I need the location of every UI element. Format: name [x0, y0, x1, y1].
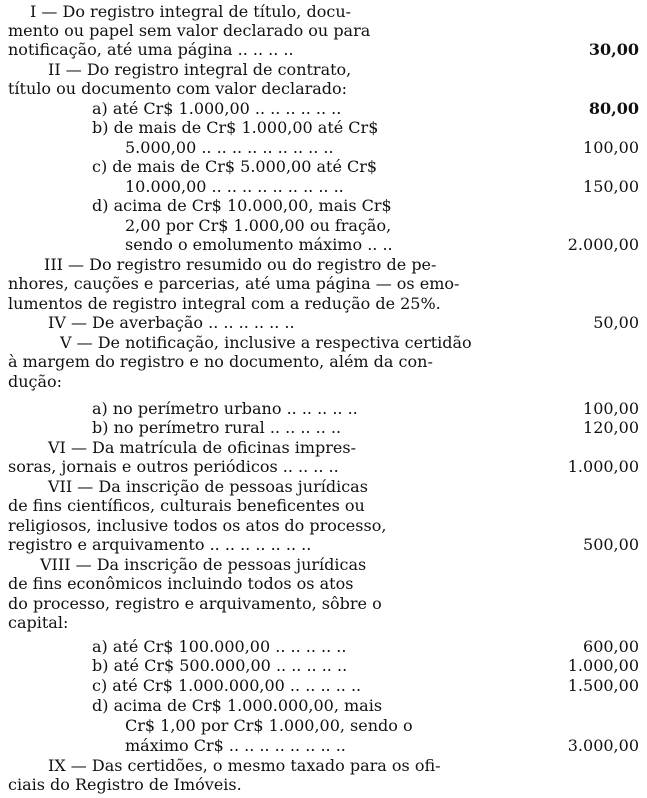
line-text: b) até Cr$ 500.000,00 .. .. .. .. .. [92, 656, 348, 675]
text-line [0, 438, 647, 458]
text-line [0, 418, 647, 438]
line-text: a) até Cr$ 1.000,00 .. .. .. .. .. .. [92, 99, 342, 118]
line-text: ciais do Registro de Imóveis. [8, 775, 242, 794]
fee-value: 600,00 [583, 637, 639, 656]
text-line [0, 676, 647, 696]
line-text: registro e arquivamento .. .. .. .. .. .. .. [8, 535, 312, 554]
line-text: de fins científicos, culturais beneficentes ou [8, 496, 365, 515]
fee-value: 120,00 [583, 418, 639, 437]
line-text: c) até Cr$ 1.000.000,00 .. .. .. .. .. [92, 676, 362, 695]
line-text: capital: [8, 613, 69, 632]
text-line [0, 216, 647, 236]
text-line [0, 477, 647, 497]
line-text: título ou documento com valor declarado: [8, 79, 348, 98]
text-line [0, 555, 647, 575]
text-line [0, 716, 647, 736]
fee-value: 3.000,00 [567, 736, 639, 755]
line-text: 2,00 por Cr$ 1.000,00 ou fração, [125, 216, 392, 235]
text-line [0, 294, 647, 314]
line-text: à margem do registro e no documento, além da con- [8, 352, 433, 371]
text-line [0, 756, 647, 776]
fee-value: 50,00 [593, 313, 639, 332]
line-text: b) no perímetro rural .. .. .. .. .. [92, 418, 342, 437]
line-text: I — Do registro integral de título, docu- [30, 2, 352, 21]
fee-value: 1.000,00 [567, 656, 639, 675]
text-line [0, 637, 647, 657]
fee-value: 30,00 [588, 40, 639, 59]
text-line [0, 118, 647, 138]
text-line [0, 399, 647, 419]
text-line [0, 372, 647, 392]
line-text: IV — De averbação .. .. .. .. .. .. [48, 313, 295, 332]
text-line [0, 352, 647, 372]
line-text: do processo, registro e arquivamento, sôbre o [8, 594, 382, 613]
text-line [0, 60, 647, 80]
line-text: lumentos de registro integral com a redução de 25%. [8, 294, 441, 313]
line-text: máximo Cr$ .. .. .. .. .. .. .. .. [125, 736, 346, 755]
text-line [0, 613, 647, 633]
line-text: sendo o emolumento máximo .. .. [125, 235, 393, 254]
line-text: mento ou papel sem valor declarado ou para [8, 21, 371, 40]
fee-value: 80,00 [588, 99, 639, 118]
text-line [0, 333, 647, 353]
line-text: VI — Da matrícula de oficinas impres- [48, 438, 356, 457]
text-line [0, 496, 647, 516]
fee-value: 100,00 [583, 138, 639, 157]
text-line [0, 138, 647, 158]
text-line [0, 574, 647, 594]
text-line [0, 736, 647, 756]
line-text: de fins econômicos incluindo todos os atos [8, 574, 354, 593]
line-text: c) de mais de Cr$ 5.000,00 até Cr$ [92, 157, 378, 176]
text-line [0, 696, 647, 716]
text-line [0, 274, 647, 294]
line-text: IX — Das certidões, o mesmo taxado para os ofi- [48, 756, 441, 775]
text-line [0, 235, 647, 255]
fee-value: 1.500,00 [567, 676, 639, 695]
line-text: nhores, cauções e parcerias, até uma página — os emo- [8, 274, 460, 293]
line-text: religiosos, inclusive todos os atos do processo, [8, 516, 387, 535]
text-line [0, 2, 647, 22]
line-text: VII — Da inscrição de pessoas jurídicas [48, 477, 368, 496]
text-line [0, 21, 647, 41]
line-text: V — De notificação, inclusive a respectiva certidão [60, 333, 472, 352]
line-text: b) de mais de Cr$ 1.000,00 até Cr$ [92, 118, 379, 137]
line-text: 5.000,00 .. .. .. .. .. .. .. .. .. [125, 138, 334, 157]
text-line [0, 157, 647, 177]
text-line [0, 775, 647, 795]
line-text: dução: [8, 372, 63, 391]
text-line [0, 594, 647, 614]
fee-value: 500,00 [583, 535, 639, 554]
text-line [0, 196, 647, 216]
fee-value: 2.000,00 [567, 235, 639, 254]
text-line [0, 535, 647, 555]
line-text: d) acima de Cr$ 10.000,00, mais Cr$ [92, 196, 392, 215]
text-line [0, 656, 647, 676]
fee-value: 150,00 [583, 177, 639, 196]
line-text: soras, jornais e outros periódicos .. .. .. .. [8, 457, 339, 476]
line-text: notificação, até uma página .. .. .. .. [8, 40, 294, 59]
text-line [0, 79, 647, 99]
text-line [0, 99, 647, 119]
text-line [0, 457, 647, 477]
fee-value: 1.000,00 [567, 457, 639, 476]
line-text: II — Do registro integral de contrato, [48, 60, 352, 79]
fee-value: 100,00 [583, 399, 639, 418]
text-line [0, 177, 647, 197]
line-text: III — Do registro resumido ou do registro de pe- [44, 255, 437, 274]
line-text: a) até Cr$ 100.000,00 .. .. .. .. .. [92, 637, 347, 656]
line-text: d) acima de Cr$ 1.000.000,00, mais [92, 696, 383, 715]
text-line [0, 40, 647, 60]
text-line [0, 255, 647, 275]
line-text: VIII — Da inscrição de pessoas jurídicas [40, 555, 367, 574]
line-text: a) no perímetro urbano .. .. .. .. .. [92, 399, 358, 418]
text-line [0, 313, 647, 333]
line-text: Cr$ 1,00 por Cr$ 1.000,00, sendo o [125, 716, 413, 735]
text-line [0, 516, 647, 536]
line-text: 10.000,00 .. .. .. .. .. .. .. .. .. [125, 177, 344, 196]
